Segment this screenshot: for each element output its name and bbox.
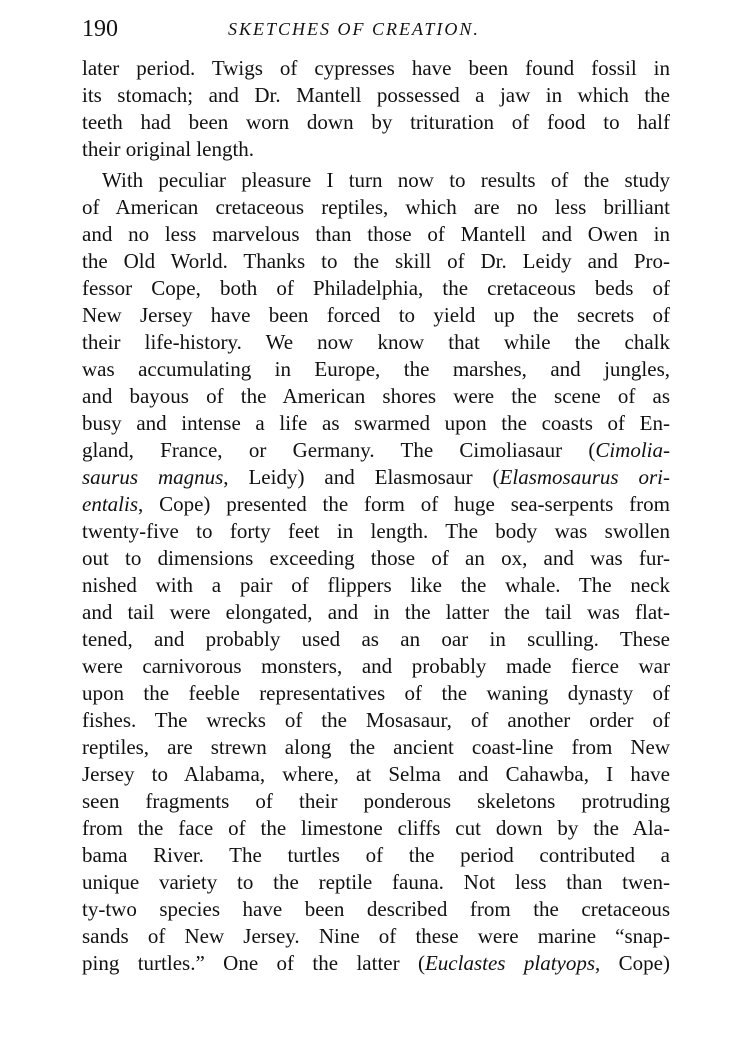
body-text xyxy=(82,55,670,977)
text-line xyxy=(82,437,670,464)
text-line: and no less marvelous than those of Mantell and Owen in xyxy=(82,222,670,246)
text-line: twenty-five to forty feet in length. The body was swollen xyxy=(82,519,670,543)
text-line: were carnivorous monsters, and probably made fierce war xyxy=(82,654,670,678)
running-title: SKETCHES OF CREATION. xyxy=(228,19,480,39)
text-segment: ping turtles.” One of the latter ( xyxy=(82,951,425,975)
species-name: Cimolia- xyxy=(595,438,670,462)
text-line: their original length. xyxy=(82,137,255,161)
text-line xyxy=(82,491,670,518)
text-line: fishes. The wrecks of the Mosasaur, of another order of xyxy=(82,708,670,732)
species-name: Elasmosaurus ori- xyxy=(499,465,670,489)
text-line: its stomach; and Dr. Mantell possessed a jaw in which the xyxy=(82,83,670,107)
page-number: 190 xyxy=(82,16,118,42)
text-line: seen fragments of their ponderous skeletons protruding xyxy=(82,789,670,813)
text-line: their life-history. We now know that while the chalk xyxy=(82,330,670,354)
species-name: saurus magnus xyxy=(82,465,224,489)
text-line: ty-two species have been described from the cretaceous xyxy=(82,897,670,921)
text-line: nished with a pair of flippers like the whale. The neck xyxy=(82,573,670,597)
text-line: New Jersey have been forced to yield up the secrets of xyxy=(82,303,670,327)
text-line: teeth had been worn down by trituration of food to half xyxy=(82,110,670,134)
text-line: bama River. The turtles of the period contributed a xyxy=(82,843,670,867)
text-line: of American cretaceous reptiles, which are no less brilliant xyxy=(82,195,670,219)
text-line: from the face of the limestone cliffs cut down by the Ala- xyxy=(82,816,670,840)
page-header xyxy=(82,12,670,46)
text-line: out to dimensions exceeding those of an ox, and was fur- xyxy=(82,546,670,570)
species-name: entalis xyxy=(82,492,138,516)
text-line: sands of New Jersey. Nine of these were marine “snap- xyxy=(82,924,670,948)
text-line: was accumulating in Europe, the marshes, and jungles, xyxy=(82,357,670,381)
text-line: fessor Cope, both of Philadelphia, the cretaceous beds of xyxy=(82,276,670,300)
text-line: upon the feeble representatives of the waning dynasty of xyxy=(82,681,670,705)
text-line: With peculiar pleasure I turn now to results of the study xyxy=(102,168,670,192)
text-line xyxy=(82,950,670,977)
text-segment: , Leidy) and Elasmosaur ( xyxy=(223,465,500,489)
text-line: busy and intense a life as swarmed upon the coasts of En- xyxy=(82,411,670,435)
text-segment: , Cope) xyxy=(595,951,670,975)
text-line: and tail were elongated, and in the latter the tail was flat- xyxy=(82,600,670,624)
text-line: reptiles, are strewn along the ancient coast-line from New xyxy=(82,735,670,759)
text-line: later period. Twigs of cypresses have been found fossil in xyxy=(82,56,670,80)
species-name: Euclastes platyops xyxy=(424,951,596,975)
text-line: the Old World. Thanks to the skill of Dr. Leidy and Pro- xyxy=(82,249,670,273)
text-line: tened, and probably used as an oar in sculling. These xyxy=(82,627,670,651)
text-line: and bayous of the American shores were the scene of as xyxy=(82,384,670,408)
text-line: unique variety to the reptile fauna. Not less than twen- xyxy=(82,870,670,894)
text-segment: gland, France, or Germany. The Cimoliasaur ( xyxy=(82,438,596,462)
text-segment: , Cope) presented the form of huge sea-serpents from xyxy=(138,492,670,516)
text-line: Jersey to Alabama, where, at Selma and Cahawba, I have xyxy=(82,762,670,786)
text-line xyxy=(82,464,670,491)
